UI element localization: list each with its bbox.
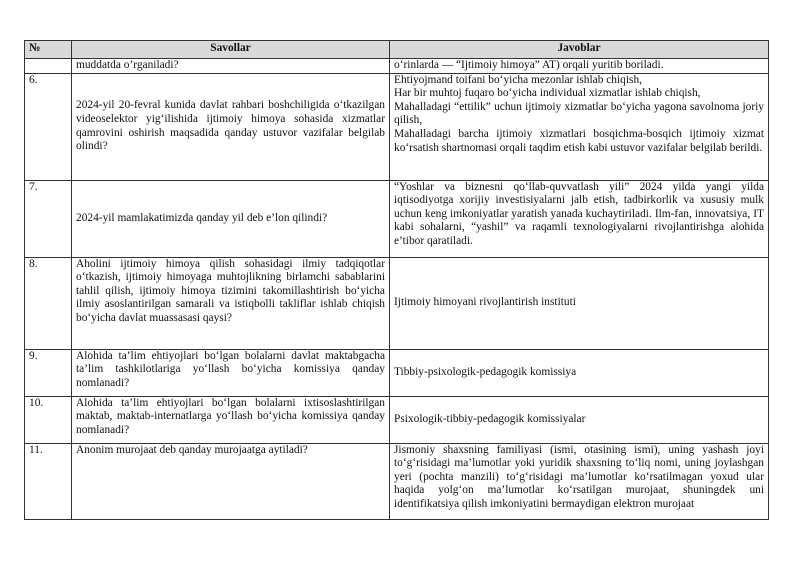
row-number-cell: 7. [25, 180, 72, 257]
question-cell: Alohida ta’lim ehtiyojlari bo‘lgan bolalarni ixtisoslashtirilgan maktab, maktab-internatlarga yo‘llash bo‘yicha komissiya qanday nomlanadi? [72, 396, 390, 443]
question-cell: Anonim murojaat deb qanday murojaatga aytiladi? [72, 443, 390, 519]
table-row-continuation [25, 59, 769, 74]
answer-cell: o‘rinlarda — “Ijtimoiy himoya” AT) orqali yuritib boriladi. [390, 59, 769, 74]
answer-cell: Jismoniy shaxsning familiyasi (ismi, otasining ismi), uning yashash joyi to‘g‘risidagi ma’lumotlar yoki yuridik shaxsning to‘liq nomi, uning joylashgan yeri (pochta manzili) to‘g‘risidagi ma’lumotlar ko‘rsatilmagan yoxud ular haqida yolg‘on ma’lumotlar ko‘rsatilgan murojaat, shuningdek uni identifikatsiya qilish imkoniyatini bermaydigan elektron murojaat [390, 443, 769, 519]
answer-cell: Psixologik-tibbiy-pedagogik komissiyalar [390, 396, 769, 443]
header-answers: Javoblar [390, 41, 769, 59]
answer-line: Mahalladagi barcha ijtimoiy xizmatlari bosqichma-bosqich ijtimoiy xizmat ko‘rsatish shartnomasi orqali taqdim etish kabi ustuvor vazifalar belgilab berildi. [394, 127, 764, 154]
qa-table [24, 40, 769, 520]
question-cell: Alohida ta’lim ehtiyojlari bo‘lgan bolalarni davlat maktabgacha ta’lim tashkilotlariga yo‘llash bo‘yicha komissiya qanday nomlanadi? [72, 349, 390, 396]
table-header-row [25, 41, 769, 59]
row-number-cell [25, 59, 72, 74]
table-row [25, 257, 769, 349]
table-row [25, 396, 769, 443]
answer-cell: Ijtimoiy himoyani rivojlantirish instituti [390, 257, 769, 349]
row-number-cell: 10. [25, 396, 72, 443]
answer-line: Ehtiyojmand toifani bo‘yicha mezonlar ishlab chiqish, [394, 73, 643, 86]
table-row [25, 443, 769, 519]
table-row [25, 349, 769, 396]
answer-line: Mahalladagi “ettilik” uchun ijtimoiy xizmatlar bo‘yicha yagona savolnoma joriy qilish, [394, 100, 764, 127]
header-number: № [25, 41, 72, 59]
answer-cell: Tibbiy-psixologik-pedagogik komissiya [390, 349, 769, 396]
row-number-cell: 11. [25, 443, 72, 519]
table-row [25, 73, 769, 180]
answer-cell: “Yoshlar va biznesni qo‘llab-quvvatlash yili” 2024 yilda yangi yilda iqtisodiyotga xorijiy investisiyalarni jalb etish, tadbirkorlik va xususiy mulk uchun keng imkoniyatlar yaratish yanada kuchaytiriladi. Ilm-fan, innovatsiya, IT kabi sohalarni, “yashil” va raqamli texnologiyalarni rivojlantirishga alohida e’tibor qaratiladi. [390, 180, 769, 257]
row-number-cell: 8. [25, 257, 72, 349]
answer-cell [390, 73, 769, 180]
question-cell: muddatda o’rganiladi? [72, 59, 390, 74]
row-number-cell: 6. [25, 73, 72, 180]
row-number-cell: 9. [25, 349, 72, 396]
table-row [25, 180, 769, 257]
header-questions: Savollar [72, 41, 390, 59]
question-cell: Aholini ijtimoiy himoya qilish sohasidagi ilmiy tadqiqotlar o‘tkazish, ijtimoiy himoyaga muhtojlikning birlamchi sabablarini tahlil qilish, ijtimoiy himoya tizimini takomillashtirish bo‘yicha ilmiy asoslantirilgan samarali va istiqbolli takliflar ishlab chiqish bo‘yicha davlat muassasasi qaysi? [72, 257, 390, 349]
question-cell: 2024-yil 20-fevral kunida davlat rahbari boshchiligida o‘tkazilgan videoselektor yig‘ilishida ijtimoiy himoya sohasida xizmatlar qamrovini oshirish maqsadida qanday ustuvor vazifalar belgilab olindi? [72, 73, 390, 180]
answer-line: Har bir muhtoj fuqaro bo‘yicha individual xizmatlar ishlab chiqish, [394, 87, 701, 100]
question-cell: 2024-yil mamlakatimizda qanday yil deb e’lon qilindi? [72, 180, 390, 257]
